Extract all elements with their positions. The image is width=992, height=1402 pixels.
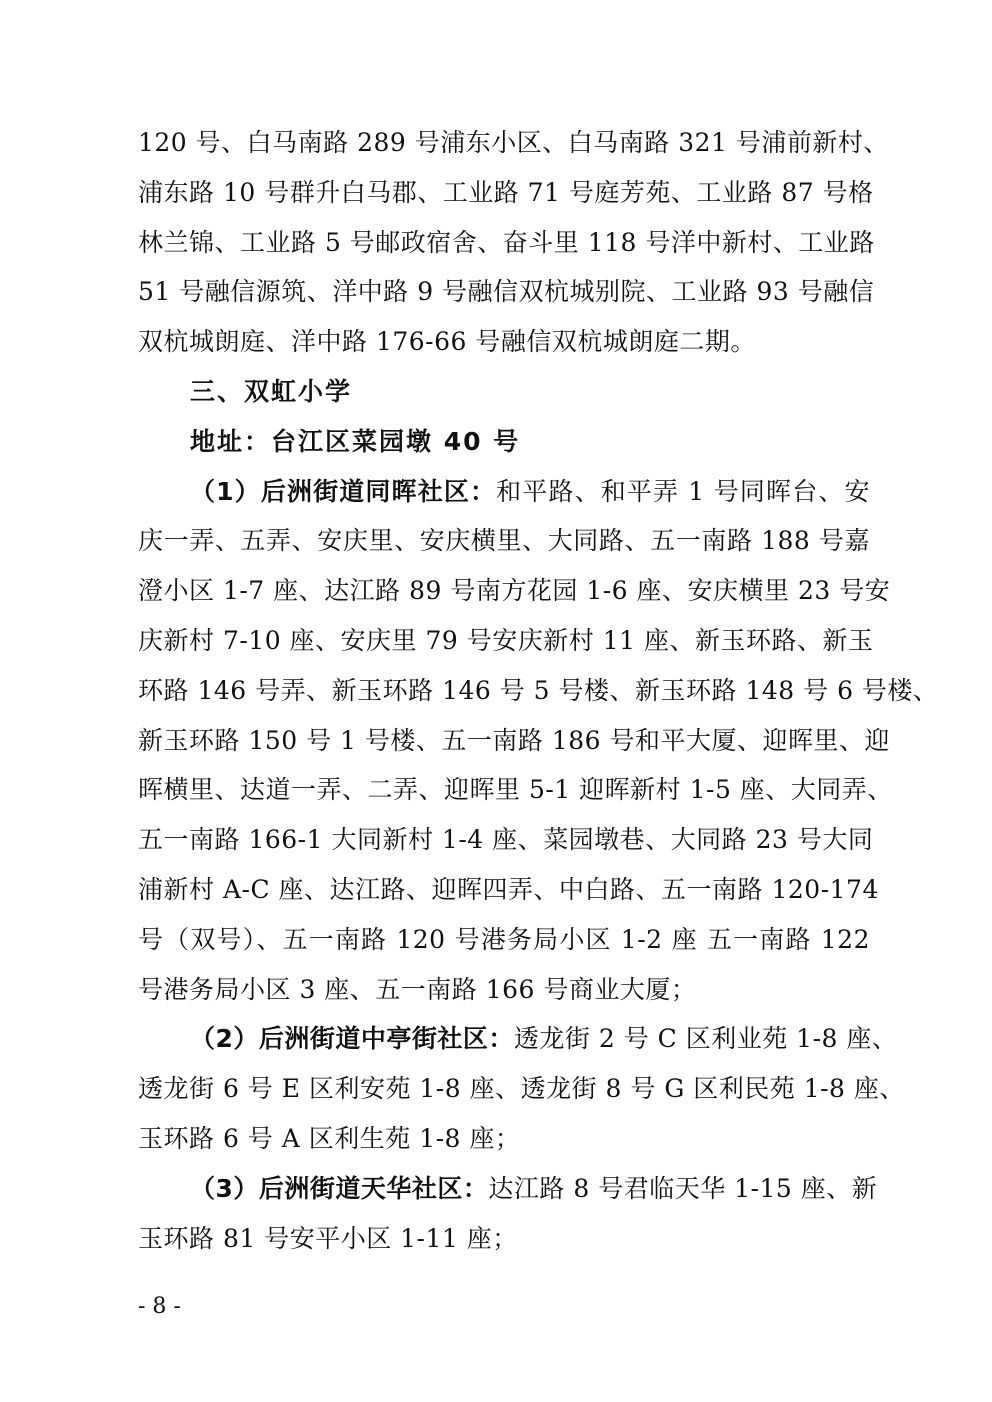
text-line: 玉环路 81 号安平小区 1-11 座； [138, 1223, 518, 1253]
paragraph-3-first-line [138, 1164, 878, 1214]
section-heading: 三、双虹小学 [190, 376, 353, 406]
text-line: 庆新村 7-10 座、安庆里 79 号安庆新村 11 座、新玉环路、新玉 [138, 625, 874, 655]
text-line: 号（双号）、五一南路 120 号港务局小区 1-2 座 五一南路 122 [138, 924, 870, 954]
paragraph-2-label: （2）后洲街道中亭街社区： [190, 1024, 514, 1054]
paragraph-2-first-line [138, 1014, 898, 1064]
paragraph-1-label: （1）后洲街道同晖社区： [190, 476, 497, 506]
text-line: 晖横里、达道一弄、二弄、迎晖里 5-1 迎晖新村 1-5 座、大同弄、 [138, 775, 893, 805]
text-line: 浦新村 A-C 座、达江路、迎晖四弄、中白路、五一南路 120-174 [138, 874, 879, 904]
address-line: 地址：台江区菜园墩 40 号 [190, 426, 521, 456]
paragraph-2-first-text: 透龙街 2 号 C 区利业苑 1-8 座、 [513, 1024, 898, 1054]
text-line: 五一南路 166-1 大同新村 1-4 座、菜园墩巷、大同路 23 号大同 [138, 825, 874, 855]
text-line: 林兰锦、工业路 5 号邮政宿舍、奋斗里 118 号洋中新村、工业路 [138, 227, 875, 257]
text-line: 庆一弄、五弄、安庆里、安庆横里、大同路、五一南路 188 号嘉 [138, 526, 870, 556]
paragraph-1-first-line [138, 467, 870, 517]
text-line: 号港务局小区 3 座、五一南路 166 号商业大厦； [138, 974, 697, 1004]
body-text [138, 118, 939, 1263]
text-line: 环路 146 号弄、新玉环路 146 号 5 号楼、新玉环路 148 号 6 号楼、 [138, 675, 939, 705]
text-line: 新玉环路 150 号 1 号楼、五一南路 186 号和平大厦、迎晖里、迎 [138, 725, 891, 755]
text-line: 玉环路 6 号 A 区利生苑 1-8 座； [138, 1123, 521, 1153]
text-line: 双杭城朗庭、洋中路 176-66 号融信双杭城朗庭二期。 [138, 327, 756, 357]
paragraph-1-first-text: 和平路、和平弄 1 号同晖台、安 [496, 476, 870, 506]
text-line: 透龙街 6 号 E 区利安苑 1-8 座、透龙街 8 号 G 区利民苑 1-8 座、 [138, 1074, 905, 1104]
text-line: 120 号、白马南路 289 号浦东小区、白马南路 321 号浦前新村、 [138, 128, 889, 157]
page-number: - 8 - [138, 1294, 181, 1319]
text-line: 51 号融信源筑、洋中路 9 号融信双杭城别院、工业路 93 号融信 [138, 277, 875, 307]
text-line: 澄小区 1-7 座、达江路 89 号南方花园 1-6 座、安庆横里 23 号安 [138, 576, 891, 606]
text-line: 浦东路 10 号群升白马郡、工业路 71 号庭芳苑、工业路 87 号格 [138, 177, 874, 207]
paragraph-3-label: （3）后洲街道天华社区： [190, 1173, 489, 1203]
paragraph-3-first-text: 达江路 8 号君临天华 1-15 座、新 [488, 1173, 878, 1203]
